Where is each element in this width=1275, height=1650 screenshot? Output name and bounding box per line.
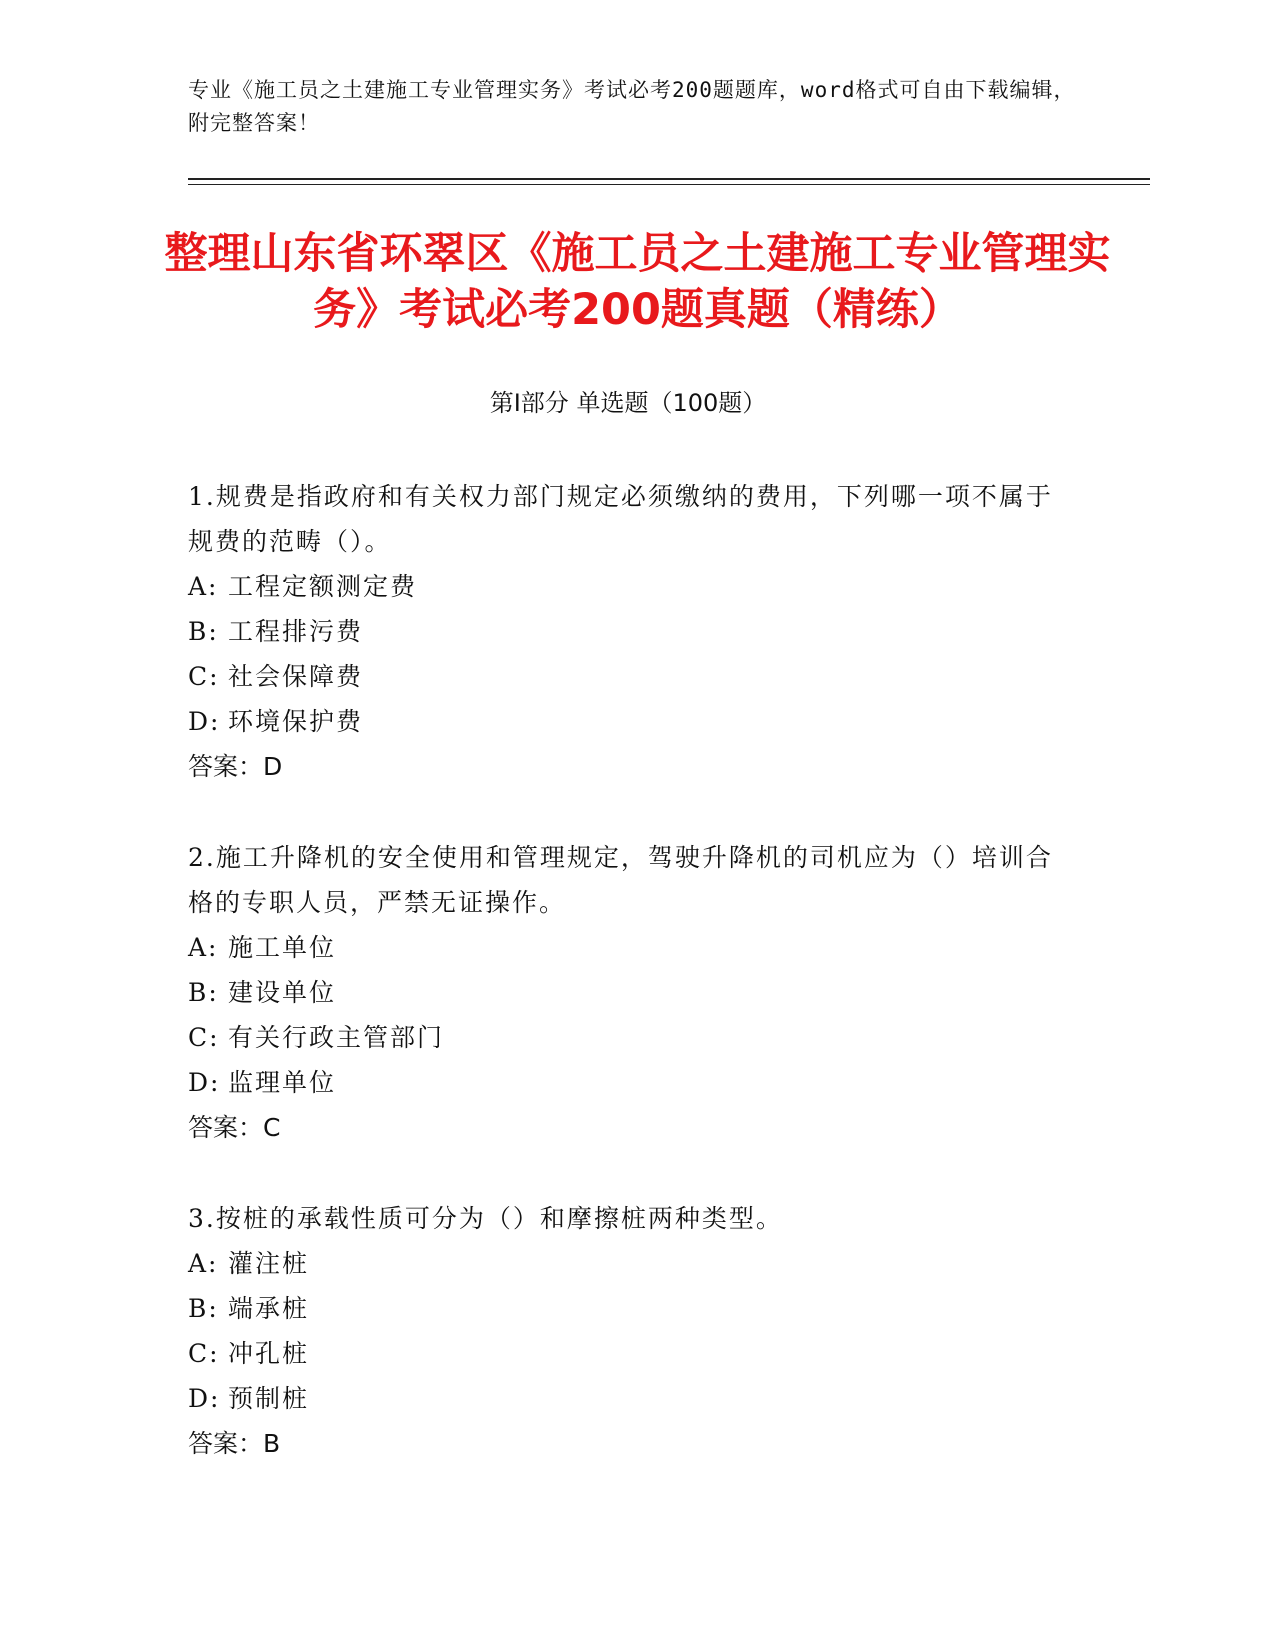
option-a: [188, 564, 1068, 609]
option-text: 冲孔桩: [228, 1339, 310, 1368]
header-divider-thin: [188, 184, 1150, 185]
option-c: [188, 1015, 1068, 1060]
option-text: 有关行政主管部门: [228, 1023, 445, 1052]
option-text: 灌注桩: [228, 1249, 310, 1278]
option-b: [188, 1286, 1068, 1331]
option-a: [188, 925, 1068, 970]
option-letter: A:: [188, 933, 219, 962]
option-text: 环境保护费: [228, 707, 364, 736]
answer-line: [188, 1105, 1068, 1150]
option-text: 社会保障费: [228, 662, 364, 691]
option-letter: B:: [188, 978, 219, 1007]
question-stem: 1.规费是指政府和有关权力部门规定必须缴纳的费用，下列哪一项不属于规费的范畴（）。: [188, 482, 1053, 556]
question-3: [188, 1196, 1068, 1466]
option-letter: D:: [188, 1384, 221, 1413]
answer-value: C: [263, 1113, 281, 1142]
question-stem: 2.施工升降机的安全使用和管理规定，驾驶升降机的司机应为（）培训合格的专职人员，严禁无证操作。: [188, 843, 1053, 917]
answer-line: [188, 1421, 1068, 1466]
option-text: 预制桩: [228, 1384, 310, 1413]
option-letter: A:: [188, 572, 219, 601]
option-text: 端承桩: [228, 1294, 310, 1323]
option-c: [188, 654, 1068, 699]
header-note: 专业《施工员之土建施工专业管理实务》考试必考200题题库，word格式可自由下载编辑，附完整答案！: [188, 78, 1076, 135]
option-letter: C:: [188, 1023, 220, 1052]
option-text: 建设单位: [228, 978, 337, 1007]
option-letter: D:: [188, 707, 221, 736]
option-d: [188, 699, 1068, 744]
option-d: [188, 1060, 1068, 1105]
option-letter: D:: [188, 1068, 221, 1097]
option-b: [188, 609, 1068, 654]
header-divider-thick: [188, 178, 1150, 180]
option-a: [188, 1241, 1068, 1286]
answer-label: 答案：: [188, 1429, 264, 1458]
option-text: 工程定额测定费: [228, 572, 418, 601]
answer-line: [188, 744, 1068, 789]
option-letter: C:: [188, 662, 220, 691]
option-text: 施工单位: [228, 933, 337, 962]
option-text: 监理单位: [228, 1068, 337, 1097]
option-c: [188, 1331, 1068, 1376]
document-title: 整理山东省环翠区《施工员之土建施工专业管理实务》考试必考200题真题（精练）: [164, 229, 1111, 335]
option-letter: A:: [188, 1249, 219, 1278]
option-text: 工程排污费: [228, 617, 364, 646]
answer-value: B: [263, 1429, 281, 1458]
answer-value: D: [263, 752, 283, 781]
option-b: [188, 970, 1068, 1015]
question-stem: 3.按桩的承载性质可分为（）和摩擦桩两种类型。: [188, 1204, 783, 1233]
option-letter: B:: [188, 1294, 219, 1323]
option-letter: C:: [188, 1339, 220, 1368]
question-2: [188, 835, 1068, 1150]
answer-label: 答案：: [188, 752, 264, 781]
option-letter: B:: [188, 617, 219, 646]
answer-label: 答案：: [188, 1113, 264, 1142]
option-d: [188, 1376, 1068, 1421]
section-title: 第I部分 单选题（100题）: [489, 389, 767, 417]
question-1: [188, 474, 1068, 789]
